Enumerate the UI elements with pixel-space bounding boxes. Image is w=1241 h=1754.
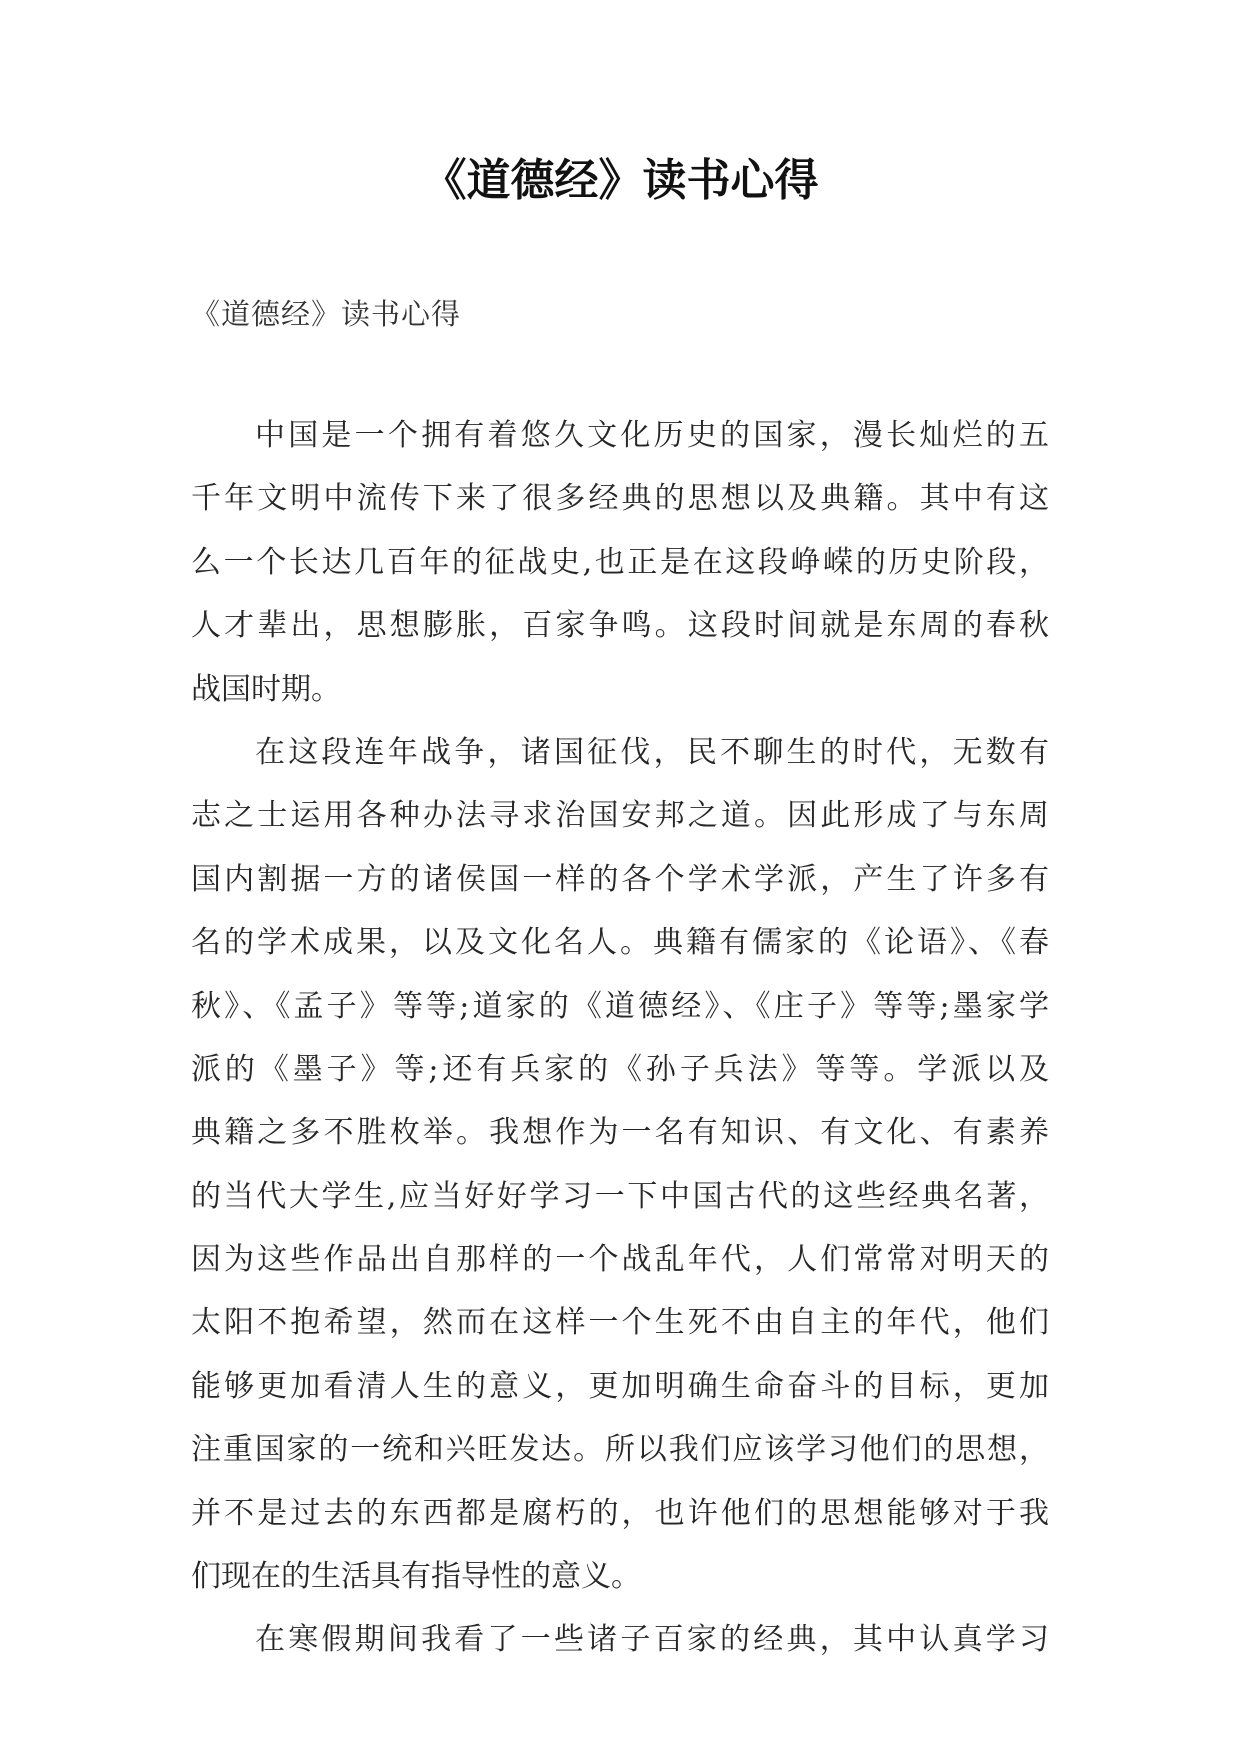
paragraph-2-line-1: 在这段连年战争，诸国征伐，民不聊生的时代，无数有 [255,734,1049,770]
paragraph-2-line-2: 志之士运用各种办法寻求治国安邦之道。因此形成了与东周 [191,798,1049,834]
paragraph-1-line-5: 战国时期。 [191,671,341,707]
paragraph-2-line-4: 名的学术成果，以及文化名人。典籍有儒家的《论语》、《春 [191,925,1049,961]
paragraph-2-line-11: 能够更加看清人生的意义，更加明确生命奋斗的目标，更加 [191,1368,1049,1404]
document-subtitle: 《道德经》读书心得 [191,297,462,331]
paragraph-1-line-3: 么一个长达几百年的征战史,也正是在这段峥嵘的历史阶段， [191,544,1049,580]
document-title: 《道德经》读书心得 [422,155,819,206]
paragraph-3-line-1: 在寒假期间我看了一些诸子百家的经典，其中认真学习 [255,1622,1049,1658]
paragraph-1-line-2: 千年文明中流传下来了很多经典的思想以及典籍。其中有这 [191,481,1049,517]
paragraph-2-line-6: 派的《墨子》等;还有兵家的《孙子兵法》等等。学派以及 [191,1051,1049,1087]
document-body [191,404,1049,1672]
paragraph-1-line-4: 人才辈出，思想膨胀，百家争鸣。这段时间就是东周的春秋 [191,608,1049,644]
paragraph-2-line-9: 因为这些作品出自那样的一个战乱年代，人们常常对明天的 [191,1242,1049,1278]
paragraph-2-line-13: 并不是过去的东西都是腐朽的，也许他们的思想能够对于我 [191,1495,1049,1531]
paragraph-2-line-7: 典籍之多不胜枚举。我想作为一名有知识、有文化、有素养 [191,1115,1049,1151]
paragraph-2-line-10: 太阳不抱希望，然而在这样一个生死不由自主的年代，他们 [191,1305,1049,1341]
paragraph-2-line-14: 们现在的生活具有指导性的意义。 [191,1559,641,1595]
paragraph-2-line-12: 注重国家的一统和兴旺发达。所以我们应该学习他们的思想， [191,1432,1049,1468]
paragraph-2-line-8: 的当代大学生,应当好好学习一下中国古代的这些经典名著， [191,1178,1049,1214]
paragraph-2-line-3: 国内割据一方的诸侯国一样的各个学术学派，产生了许多有 [191,861,1049,897]
paragraph-1-line-1: 中国是一个拥有着悠久文化历史的国家，漫长灿烂的五 [255,418,1049,453]
paragraph-2-line-5: 秋》、《孟子》等等;道家的《道德经》、《庄子》等等;墨家学 [191,988,1049,1024]
